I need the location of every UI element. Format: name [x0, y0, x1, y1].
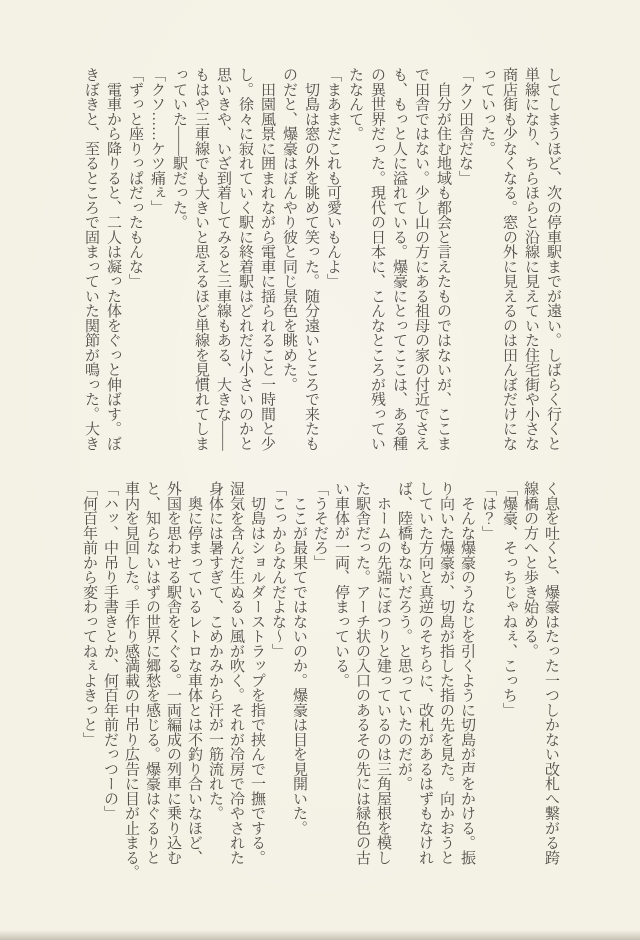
text-column: 「何百年前から変わってねぇよきっと」 [81, 481, 97, 747]
text-column: 「爆豪、そっちじゃねぇ、こっち」 [501, 481, 517, 717]
text-column: た駅舎だった。アーチ状の入口のあるその先には緑色の古 [354, 481, 370, 865]
text-column: もはや三車線でも大きいと思えるほど単線を見慣れてしま [193, 67, 209, 451]
text-column: 「クソ田舎だな」 [457, 67, 473, 185]
text-column: たなんて。 [347, 67, 363, 141]
text-column: 商店街も少なくなる。窓の外に見えるのは田んぼだけにな [501, 67, 517, 451]
text-column: ここが最果てではないのか。爆豪は目を見開いた。 [291, 481, 307, 835]
text-column: 「まあまだこれも可愛いもんよ」 [325, 67, 341, 289]
text-column: 思いきや、いざ到着してみると三車線もある、大きな―― [215, 67, 231, 451]
page-edge-shadow [0, 930, 640, 940]
text-column: っていた――駅だった。 [171, 67, 187, 230]
text-column: し。徐々に寂れていく駅に終着駅はどれだけ小さいのかと [237, 67, 253, 451]
text-column: 自分が住む地域も都会と言えたものではないが、ここま [435, 67, 451, 451]
text-column: 田園風景に囲まれながら電車に揺られること一時間と少 [259, 67, 275, 451]
text-column: 「こっからなんだよな〜」 [270, 481, 286, 658]
text-column: っていった。 [479, 67, 495, 156]
text-column: そんな爆豪のうなじを引くように切島が声をかける。振 [459, 481, 475, 865]
text-column: 「は？」 [480, 481, 496, 540]
text-column: り向いた爆豪が、切島が指した指の先を見た。向かおうと [438, 481, 454, 865]
text-column: していた方向と真逆のそちらに、改札があるはずもなけれ [417, 481, 433, 865]
text-column: 車内を見回した。手作り感満載の中吊り広告に目が止まる。 [123, 481, 139, 880]
text-column: 「うそだろ」 [312, 481, 328, 570]
text-column: 「ハッ、中吊り手書きとか、何百年前だっつーの」 [102, 481, 118, 821]
text-column: で田舎ではない。少し山の方にある祖母の家の付近でさえ [413, 67, 429, 451]
text-column: してしまうほど、次の停車駅までが遠い。しばらく行くと [545, 67, 561, 451]
text-column: ホームの先端にぽつりと建っているのは三角屋根を模し [375, 481, 391, 865]
text-column: 湿気を含んだ生ぬるい風が吹く。それが冷房で冷やされた [228, 481, 244, 865]
text-column: と、知らないはずの世界に郷愁を感じる。爆豪はぐるりと [144, 481, 160, 865]
text-column: 身体には暑すぎて、こめかみから汗が一筋流れた。 [207, 481, 223, 821]
text-column: 「ずっと座りっぱだったもんな」 [127, 67, 143, 289]
text-column: 「クソ……ケツ痛ぇ」 [149, 67, 165, 215]
text-column: 電車から降りると、二人は凝った体をぐっと伸ばす。ぼ [105, 67, 121, 451]
text-column: ば、陸橋もないだろう。と思っていたのだが。 [396, 481, 412, 791]
text-column: 切島は窓の外を眺めて笑った。随分遠いところで来たも [303, 67, 319, 451]
text-column: 外国を思わせる駅舎をくぐる。一両編成の列車に乗り込む [165, 481, 181, 865]
text-column: 単線になり、ちらほらと沿線に見えていた住宅街や小さな [523, 67, 539, 451]
text-column: 線橋の方へと歩き始める。 [522, 481, 538, 658]
text-column: 奥に停まっているレトロな車体とは不釣り合いなほど、 [186, 481, 202, 865]
text-column: の異世界だった。現代の日本に、こんなところが残ってい [369, 67, 385, 451]
text-block-top [80, 67, 564, 451]
text-column: きぼきと、至るところで固まっていた関節が鳴った。大き [83, 67, 99, 451]
text-column: い車体が一両、停まっている。 [333, 481, 349, 688]
text-column: も、もっと人に溢れている。爆豪にとってここは、ある種 [391, 67, 407, 451]
text-column: のだと、爆豪はぼんやり彼と同じ景色を眺めた。 [281, 67, 297, 392]
text-column: く息を吐くと、爆豪はたった一つしかない改札へ繋がる跨 [543, 481, 559, 865]
text-block-bottom [78, 481, 561, 880]
text-column: 切島はショルダーストラップを指で挟んで一撫でする。 [249, 481, 265, 865]
